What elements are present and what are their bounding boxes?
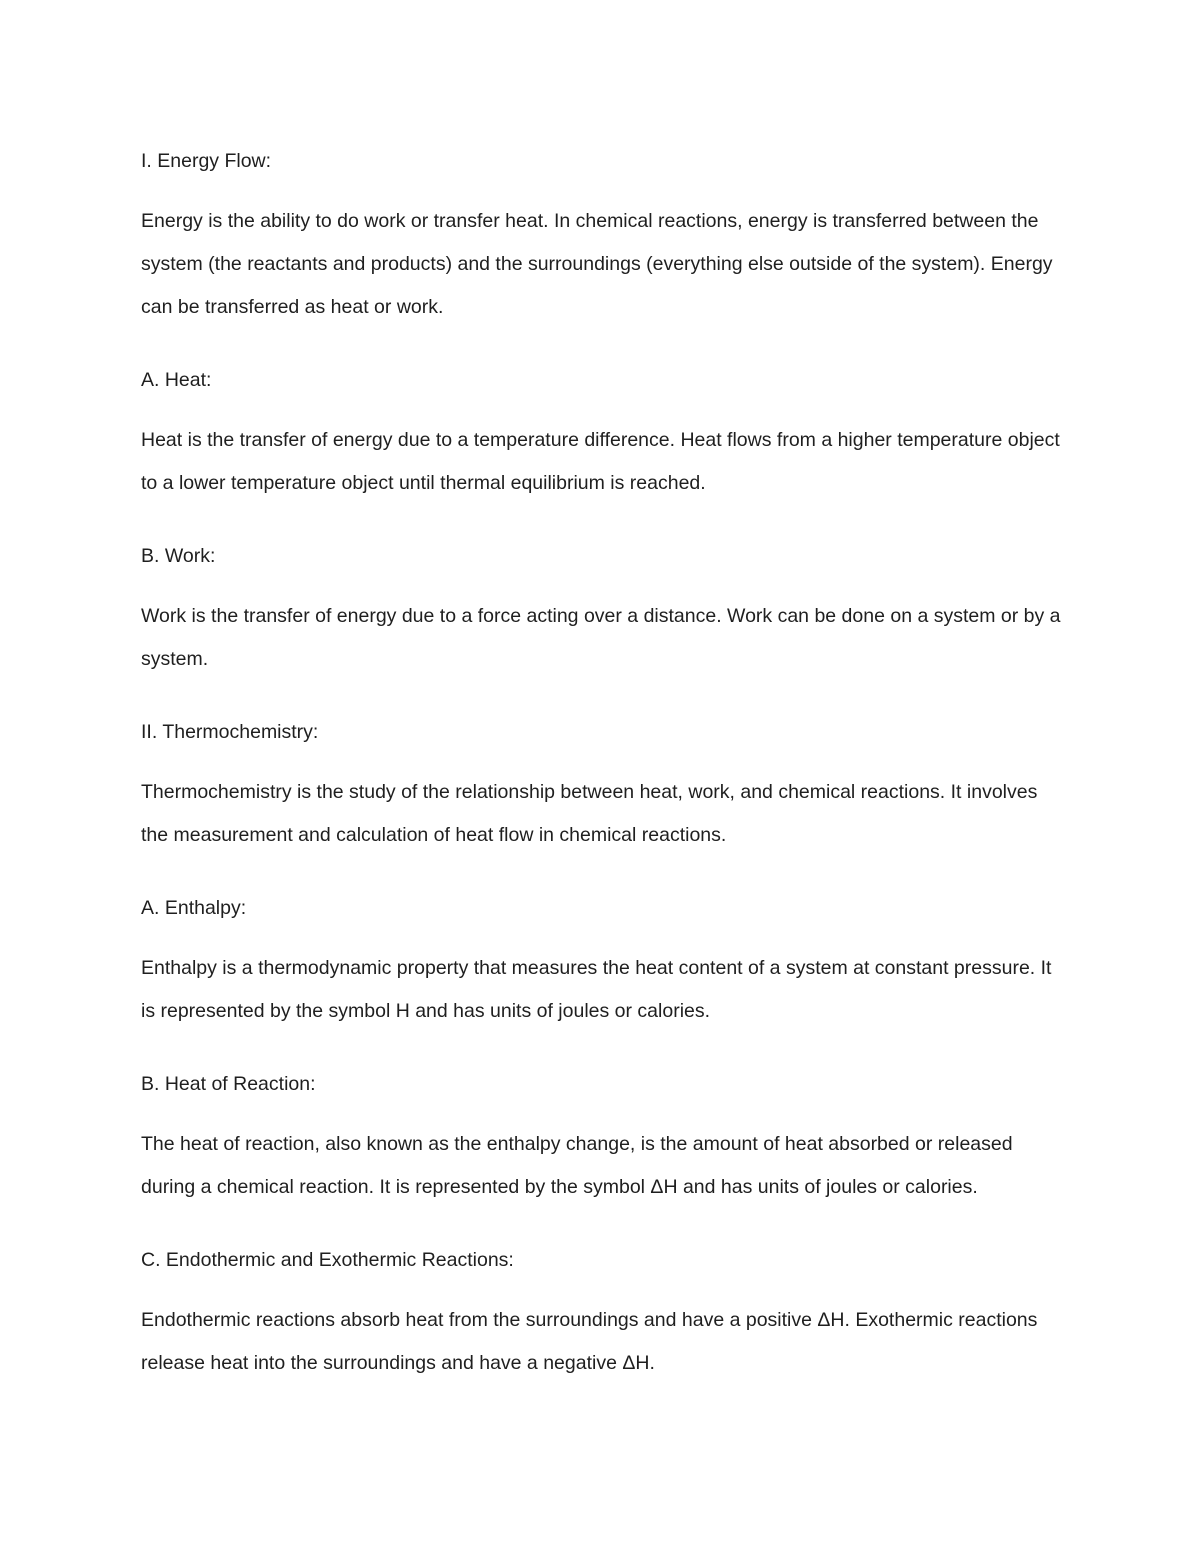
section-heading-enthalpy: A. Enthalpy: — [141, 897, 247, 919]
section-body-heat: Heat is the transfer of energy due to a temperature difference. Heat flows from a higher temperature object to a lower temperature object until thermal equilibrium is reached. — [141, 429, 1060, 494]
section-body-energy-flow: Energy is the ability to do work or transfer heat. In chemical reactions, energy is transferred between the system (the reactants and products) and the surroundings (everything else outside of the system). Energy can be transferred as heat or work. — [141, 210, 1053, 318]
section-body-endo-exo-reactions: Endothermic reactions absorb heat from the surroundings and have a positive ΔH. Exothermic reactions release heat into the surroundings and have a negative ΔH. — [141, 1309, 1038, 1374]
section-heading-heat-of-reaction: B. Heat of Reaction: — [141, 1073, 316, 1095]
section-body-thermochemistry: Thermochemistry is the study of the relationship between heat, work, and chemical reactions. It involves the measurement and calculation of heat flow in chemical reactions. — [141, 781, 1038, 846]
section-heading-endo-exo-reactions: C. Endothermic and Exothermic Reactions: — [141, 1249, 514, 1271]
section-heading-heat: A. Heat: — [141, 369, 212, 391]
section-body-heat-of-reaction: The heat of reaction, also known as the enthalpy change, is the amount of heat absorbed or released during a chemical reaction. It is represented by the symbol ΔH and has units of joules or calories. — [141, 1133, 1013, 1198]
section-body-enthalpy: Enthalpy is a thermodynamic property that measures the heat content of a system at constant pressure. It is represented by the symbol H and has units of joules or calories. — [141, 957, 1052, 1022]
section-heading-work: B. Work: — [141, 545, 216, 567]
document-content — [141, 140, 1061, 1415]
section-heading-energy-flow: I. Energy Flow: — [141, 150, 272, 172]
section-body-work: Work is the transfer of energy due to a force acting over a distance. Work can be done on a system or by a system. — [141, 605, 1061, 670]
section-heading-thermochemistry: II. Thermochemistry: — [141, 721, 319, 743]
